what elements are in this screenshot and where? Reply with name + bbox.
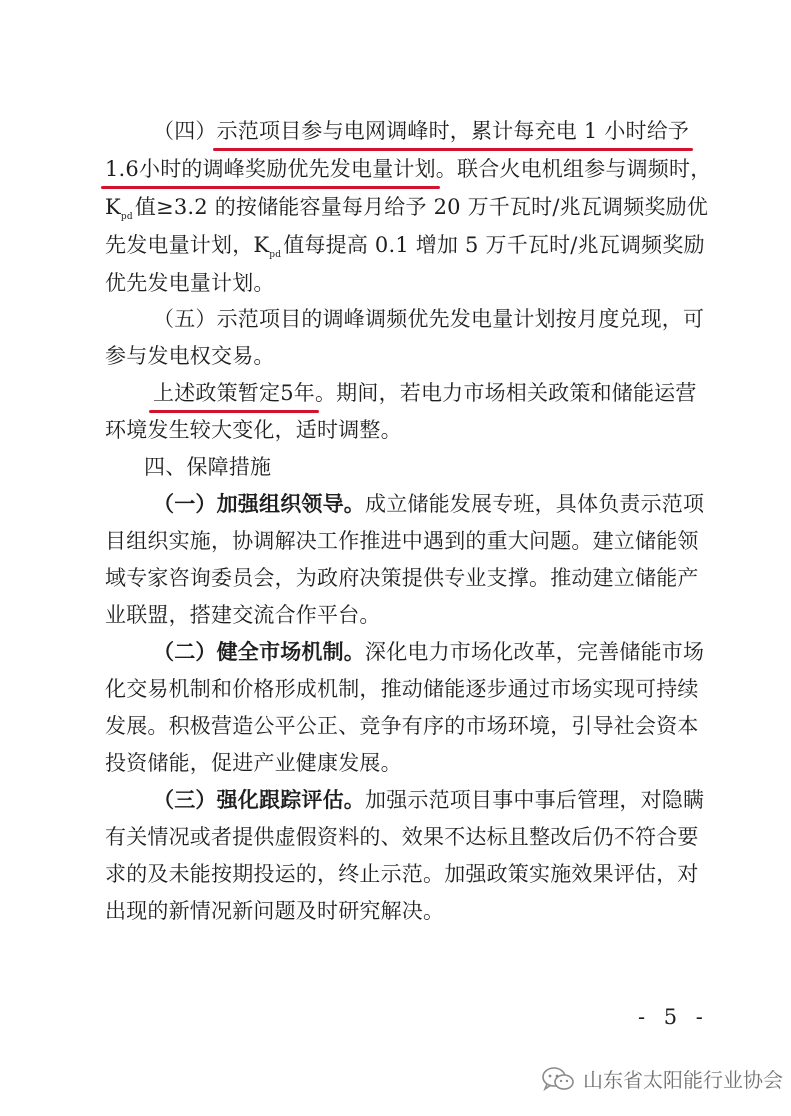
wechat-icon <box>541 1066 575 1092</box>
paragraph-6-line-2: 环境发生较大变化，适时调整。 <box>105 418 402 442</box>
highlighted-text-1: 示范项目参与电网调峰时，累计每充电 1 小时给予 <box>216 119 690 143</box>
measure-3-line-1 <box>153 786 704 814</box>
paragraph-4-line-3 <box>105 193 708 231</box>
kpd-subscript: pd <box>120 212 133 223</box>
paragraph-4-line-1 <box>153 117 689 145</box>
measure-2-line-4: 投资储能，促进产业健康发展。 <box>105 751 402 775</box>
measure-2-line-1 <box>153 638 704 666</box>
measure-3-line-1-rest: 加强示范项目事中事后管理，对隐瞒 <box>365 788 705 812</box>
paragraph-6-line-1-rest: 。期间，若电力市场相关政策和储能运营 <box>314 381 697 405</box>
paragraph-4-line-3-rest: 值≥3.2 的按储能容量每月给予 20 万千瓦时/兆瓦调频奖励优 <box>134 195 709 219</box>
watermark-text: 山东省太阳能行业协会 <box>583 1070 783 1092</box>
paragraph-4-prefix: （四） <box>153 119 217 143</box>
highlighted-text-2: 1.6小时的调峰奖励优先发电量计划 <box>105 157 436 181</box>
measure-2-line-3: 发展。积极营造公平公正、竞争有序的市场环境，引导社会资本 <box>105 714 699 738</box>
measure-1-line-1 <box>153 490 704 518</box>
source-watermark <box>541 1064 783 1093</box>
measure-1-line-1-rest: 成立储能发展专班，具体负责示范项 <box>365 492 705 516</box>
paragraph-4-line-2 <box>105 155 711 183</box>
measure-2-line-2: 化交易机制和价格形成机制，推动储能逐步通过市场实现可持续 <box>105 677 699 701</box>
section-heading: 四、保障措施 <box>144 455 272 479</box>
measure-1-line-4: 业联盟，搭建交流合作平台。 <box>105 603 381 627</box>
paragraph-5-line-2: 参与发电权交易。 <box>105 344 275 368</box>
measure-1-lead: （一）加强组织领导。 <box>153 491 365 516</box>
paragraph-5-line-1: （五）示范项目的调峰调频优先发电量计划按月度兑现，可 <box>153 307 705 331</box>
paragraph-4-line-4-pre: 先发电量计划， <box>105 233 254 257</box>
page-number: - 5 - <box>638 1005 709 1029</box>
measure-3-line-4: 出现的新情况新问题及时研究解决。 <box>105 899 445 923</box>
paragraph-4-line-4 <box>105 231 705 269</box>
paragraph-6-line-1 <box>153 379 697 407</box>
paragraph-4-line-5: 优先发电量计划。 <box>105 271 275 295</box>
kpd-symbol: K <box>253 233 270 257</box>
measure-3-line-2: 有关情况或者提供虚假资料的、效果不达标且整改后仍不符合要 <box>105 825 699 849</box>
measure-1-line-3: 域专家咨询委员会，为政府决策提供专业支撑。推动建立储能产 <box>105 566 699 590</box>
highlighted-text-3: 上述政策暂定5年 <box>153 381 315 405</box>
measure-2-line-1-rest: 深化电力市场化改革，完善储能市场 <box>365 640 705 664</box>
paragraph-4-line-4-rest: 值每提高 0.1 增加 5 万千瓦时/兆瓦调频奖励 <box>283 233 705 257</box>
measure-1-line-2: 目组织实施，协调解决工作推进中遇到的重大问题。建立储能领 <box>105 529 699 553</box>
measure-3-line-3: 求的及未能按期投运的，终止示范。加强政策实施效果评估，对 <box>105 862 699 886</box>
measure-3-lead: （三）强化跟踪评估。 <box>153 787 365 812</box>
paragraph-4-line-2-rest: 。联合火电机组参与调频时， <box>435 157 712 181</box>
measure-2-lead: （二）健全市场机制。 <box>153 639 365 664</box>
kpd-subscript: pd <box>269 250 282 261</box>
kpd-symbol: K <box>105 195 121 219</box>
